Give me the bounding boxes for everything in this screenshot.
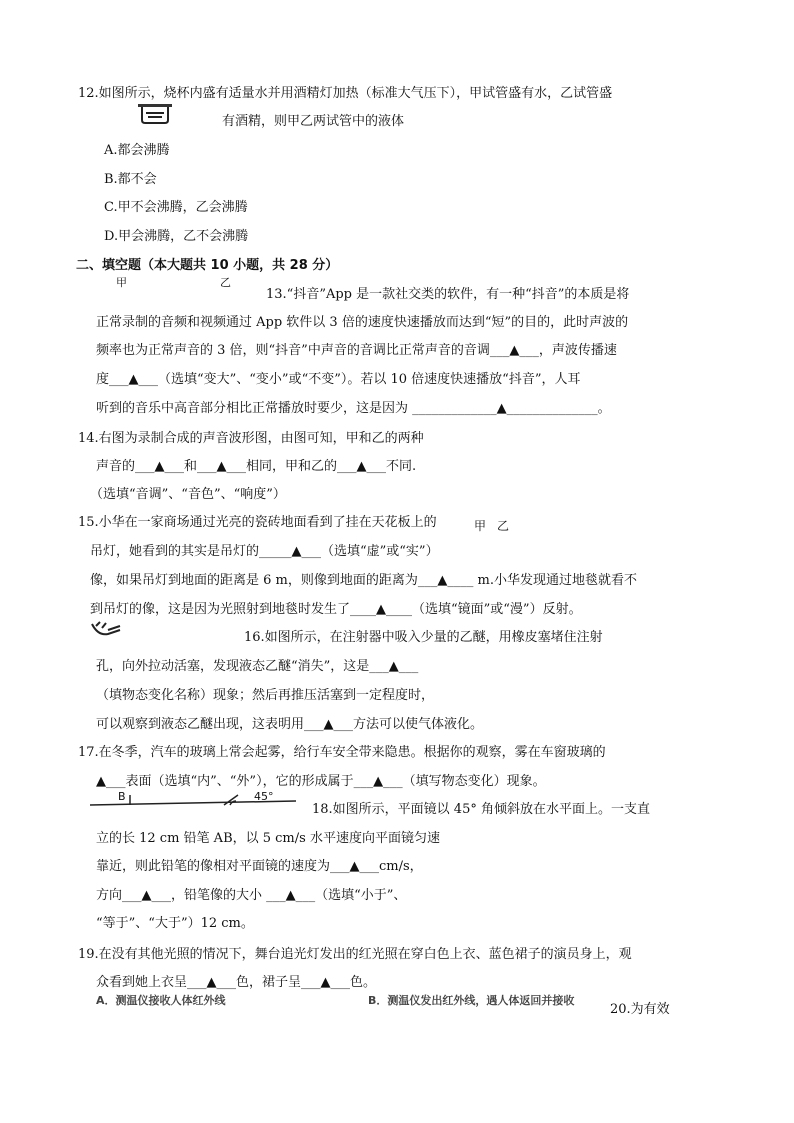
mirror-label-angle: 45° [254,790,274,803]
q12-option-a: A.都会沸腾 [104,143,170,158]
q12-line-1: 12.如图所示，烧杯内盛有适量水并用酒精灯加热（标准大气压下），甲试管盛有水，乙试管盛 [78,86,613,101]
q12-line-2: 有酒精，则甲乙两试管中的液体 [222,114,405,129]
q12-label-jia: 甲 [116,276,127,289]
section-2-title: 二、填空题（本大题共 10 小题，共 28 分） [76,258,339,273]
q15-line-4: 到吊灯的像，这是因为光照射到地毯时发生了____▲____（选填“镜面”或“漫”）反射。 [90,602,582,617]
mirror-label-b: B [118,790,126,803]
q18-line-1: 18.如图所示，平面镜以 45° 角倾斜放在水平面上。一支直 [312,802,650,817]
q17-line-2: ▲___表面（选填“内”、“外”），它的形成属于___▲___（填写物态变化）现象。 [96,774,546,789]
q15-line-2: 吊灯，她看到的其实是吊灯的_____▲___（选填“虚”或“实”） [90,544,439,559]
q14-line-3: （选填“音调”、“音色”、“响度”） [90,487,286,502]
q13-line-4: 度___▲___（选填“变大”、“变小”或“不变”）。若以 10 倍速度快速播放“抖音”，人耳 [96,372,581,387]
q18-line-5: “等于”、“大于”）12 cm。 [96,916,254,931]
q18-line-2: 立的长 12 cm 铅笔 AB，以 5 cm/s 水平速度向平面镜匀速 [96,831,440,846]
q15-label-jia: 甲 [474,519,487,533]
q18-line-4: 方向___▲___，铅笔像的大小 ___▲___（选填“小于”、 [96,888,407,903]
q17-line-1: 17.在冬季，汽车的玻璃上常会起雾，给行车安全带来隐患。根据你的观察，雾在车窗玻璃的 [78,745,606,760]
q16-line-4: 可以观察到液态乙醚出现，这表明用___▲___方法可以使气体液化。 [96,717,483,732]
q13-line-3: 频率也为正常声音的 3 倍，则“抖音”中声音的音调比正常声音的音调___▲___，声波传播速 [96,343,617,358]
syringe-figure [90,620,124,644]
q20-start: 20.为有效 [610,1002,670,1017]
q18-line-3: 靠近，则此铅笔的像相对平面镜的速度为___▲___cm/s， [96,859,423,874]
q15-label-yi: 乙 [497,519,510,533]
q13-line-2: 正常录制的音频和视频通过 App 软件以 3 倍的速度快速播放而达到“短”的目的，此时声波的 [96,315,629,330]
q13-line-1: 13.“抖音”App 是一款社交类的软件，有一种“抖音”的本质是将 [266,287,630,302]
beaker-figure [138,104,172,128]
q16-line-3: （填物态变化名称）现象；然后再推压活塞到一定程度时， [96,688,435,703]
q14-line-2: 声音的___▲___和___▲___相同，甲和乙的___▲___不同. [96,459,417,474]
q19-line-2: 众看到她上衣呈___▲___色，裙子呈___▲___色。 [96,975,376,990]
q20-option-b: B．测温仪发出红外线，遇人体返回并接收 [368,994,575,1007]
q19-line-1: 19.在没有其他光照的情况下，舞台追光灯发出的红光照在穿白色上衣、蓝色裙子的演员身上，观 [78,947,632,962]
q15-line-1: 15.小华在一家商场通过光亮的瓷砖地面看到了挂在天花板上的 [78,515,437,530]
q20-option-a: A．测温仪接收人体红外线 [96,994,226,1007]
q16-line-1: 16.如图所示，在注射器中吸入少量的乙醚，用橡皮塞堵住注射 [244,630,603,645]
q13-line-5: 听到的音乐中高音部分相比正常播放时要少，这是因为 _____________▲______________。 [96,401,611,416]
q14-line-1: 14.右图为录制合成的声音波形图，由图可知，甲和乙的两种 [78,431,424,446]
q12-option-b: B.都不会 [104,172,157,187]
q12-option-c: C.甲不会沸腾，乙会沸腾 [104,200,248,215]
q15-line-3: 像，如果吊灯到地面的距离是 6 m，则像到地面的距离为___▲____ m.小华发现通过地毯就看不 [90,573,637,588]
q12-label-yi: 乙 [220,276,231,289]
q12-option-d: D.甲会沸腾，乙不会沸腾 [104,229,249,244]
q16-line-2: 孔，向外拉动活塞，发现液态乙醚“消失”，这是___▲___ [96,659,419,674]
